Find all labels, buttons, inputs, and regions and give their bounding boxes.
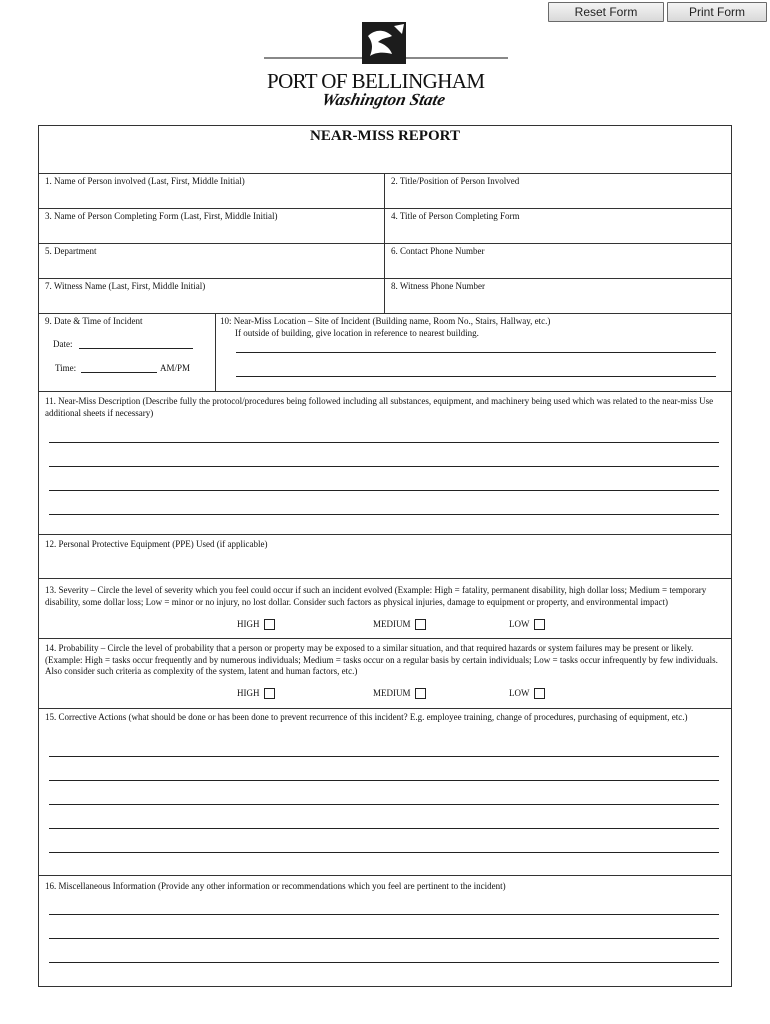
description-line-3[interactable]	[49, 490, 719, 491]
print-form-button[interactable]: Print Form	[667, 2, 767, 22]
severity-high-checkbox[interactable]	[264, 619, 275, 630]
severity-low-label: LOW	[509, 619, 530, 629]
description-line-1[interactable]	[49, 442, 719, 443]
corrective-line-1[interactable]	[49, 756, 719, 757]
severity-medium-label: MEDIUM	[373, 619, 411, 629]
field-location-label: 10: Near-Miss Location – Site of Incident (Building name, Room No., Stairs, Hallway, etc.)	[220, 316, 551, 326]
probability-low-checkbox[interactable]	[534, 688, 545, 699]
severity-medium	[373, 619, 426, 630]
corrective-line-5[interactable]	[49, 852, 719, 853]
probability-high-label: HIGH	[237, 688, 260, 698]
field-contact-phone[interactable]: 6. Contact Phone Number	[391, 246, 485, 256]
time-label: Time:	[55, 363, 77, 373]
severity-high-label: HIGH	[237, 619, 260, 629]
ampm-label: AM/PM	[160, 363, 191, 373]
date-input[interactable]	[79, 348, 193, 349]
field-corrective-label: 15. Corrective Actions (what should be done or has been done to prevent recurrence of this incident? E.g. employee training, change of procedures, purchasing of equipment, etc.)	[45, 712, 688, 722]
description-line-4[interactable]	[49, 514, 719, 515]
field-person-involved[interactable]: 1. Name of Person involved (Last, First, Middle Initial)	[45, 176, 245, 186]
date-label: Date:	[53, 339, 73, 349]
misc-line-1[interactable]	[49, 914, 719, 915]
corrective-line-2[interactable]	[49, 780, 719, 781]
field-department[interactable]: 5. Department	[45, 246, 97, 256]
logo-name: PORT OF BELLINGHAM	[267, 69, 485, 93]
field-witness-name[interactable]: 7. Witness Name (Last, First, Middle Initial)	[45, 281, 206, 291]
reset-form-button[interactable]: Reset Form	[548, 2, 664, 22]
field-completer-name[interactable]: 3. Name of Person Completing Form (Last, First, Middle Initial)	[45, 211, 278, 221]
port-logo	[264, 22, 508, 122]
time-input[interactable]	[81, 372, 157, 373]
probability-medium-checkbox[interactable]	[415, 688, 426, 699]
logo-script: Washington State	[320, 90, 448, 109]
field-severity-label: 13. Severity – Circle the level of severity which you feel could occur if such an incident evolved (Example: High = fatality, permanent disability, high dollar loss; Medium = temporary disability, some dollar loss; Low = minor or no injury, no lost dollar. Consider such factors as physical injuries, damage to equipment or property, and environmental impact)	[45, 585, 707, 607]
field-location-note: If outside of building, give location in reference to nearest building.	[235, 328, 479, 338]
description-line-2[interactable]	[49, 466, 719, 467]
field-misc-label: 16. Miscellaneous Information (Provide any other information or recommendations which you feel are pertinent to the incident)	[45, 881, 506, 891]
probability-high	[237, 688, 275, 699]
severity-high	[237, 619, 275, 630]
field-ppe-label[interactable]: 12. Personal Protective Equipment (PPE) Used (if applicable)	[45, 539, 268, 549]
near-miss-form	[38, 125, 732, 987]
severity-low	[509, 619, 545, 630]
location-line-2[interactable]	[236, 376, 716, 377]
misc-line-3[interactable]	[49, 962, 719, 963]
severity-medium-checkbox[interactable]	[415, 619, 426, 630]
corrective-line-4[interactable]	[49, 828, 719, 829]
location-line-1[interactable]	[236, 352, 716, 353]
probability-low-label: LOW	[509, 688, 530, 698]
probability-high-checkbox[interactable]	[264, 688, 275, 699]
field-probability-label: 14. Probability – Circle the level of probability that a person or property may be exposed to a similar situation, and that required hazards or system failures may be present or likely. (Example: High = tasks occur frequently and by numerous individuals; Medium = tasks occur on a regular basis by certain individuals; Low = tasks occur infrequently by few individuals. Also consider such criteria as complexity of the system, latent and human factors, etc.)	[45, 643, 718, 676]
corrective-line-3[interactable]	[49, 804, 719, 805]
field-title-position[interactable]: 2. Title/Position of Person Involved	[391, 176, 520, 186]
field-description-label: 11. Near-Miss Description (Describe fully the protocol/procedures being followed including all substances, equipment, and machinery being used which was related to the near-miss Use additional sheets if necessary)	[45, 396, 714, 418]
field-date-time-label: 9. Date & Time of Incident	[45, 316, 143, 326]
probability-low	[509, 688, 545, 699]
probability-medium-label: MEDIUM	[373, 688, 411, 698]
form-title: NEAR-MISS REPORT	[310, 128, 460, 144]
probability-medium	[373, 688, 426, 699]
field-completer-title[interactable]: 4. Title of Person Completing Form	[391, 211, 520, 221]
severity-low-checkbox[interactable]	[534, 619, 545, 630]
field-witness-phone[interactable]: 8. Witness Phone Number	[391, 281, 485, 291]
misc-line-2[interactable]	[49, 938, 719, 939]
